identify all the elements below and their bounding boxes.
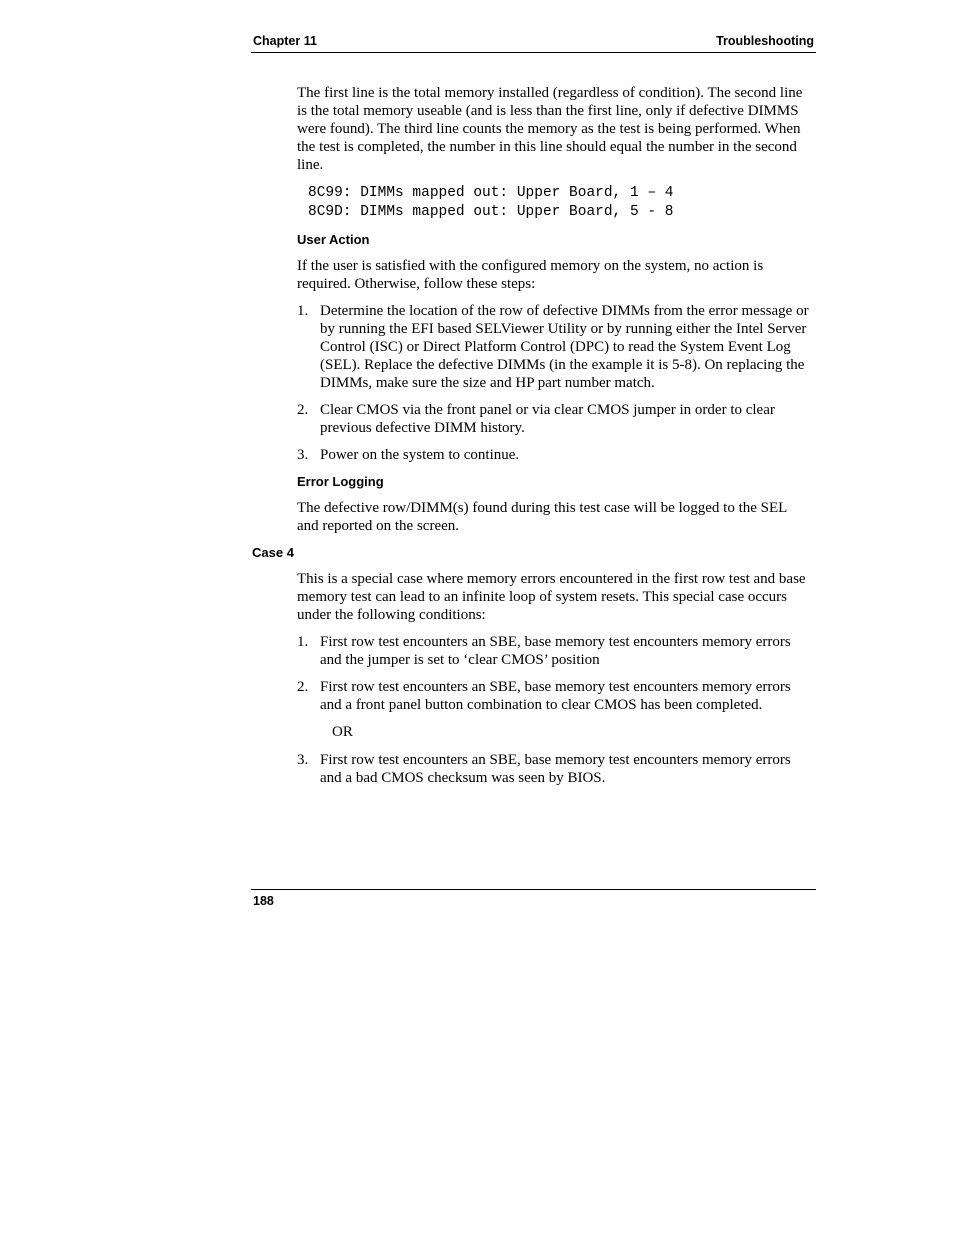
user-action-heading: User Action bbox=[297, 232, 370, 247]
list-item: 3. Power on the system to continue. bbox=[297, 447, 520, 463]
step-text: Clear CMOS via the front panel or via clear CMOS jumper in order to clear previous defective DIMM history. bbox=[320, 402, 775, 436]
list-item: 1. Determine the location of the row of defective DIMMs from the error message or by running the EFI based SELViewer Utility or by running either the Intel Server Control (ISC) or Direct Platform Control (DPC) to read the System Event Log (SEL). Replace the defective DIMMs (in the example it is 5-8). On replacing the DIMMs, make sure the size and HP part number match. bbox=[297, 303, 809, 391]
intro-paragraph: The first line is the total memory installed (regardless of condition). The second line is the total memory useable (and is less than the first line, only if defective DIMMS were found). The third line counts the memory as the test is being performed. When the test is completed, the number in this line should equal the number in the second line. bbox=[297, 85, 803, 173]
case4-conditions-cont bbox=[297, 751, 812, 787]
step-text: Power on the system to continue. bbox=[320, 447, 520, 463]
chapter-label: Chapter 11 bbox=[253, 34, 317, 48]
or-separator: OR bbox=[332, 724, 353, 740]
case4-conditions bbox=[297, 633, 812, 714]
code-line: 8C9D: DIMMs mapped out: Upper Board, 5 - 8 bbox=[308, 204, 674, 220]
list-item: 2. Clear CMOS via the front panel or via clear CMOS jumper in order to clear previous defective DIMM history. bbox=[297, 402, 775, 436]
list-item: 3. First row test encounters an SBE, base memory test encounters memory errors and a bad CMOS checksum was seen by BIOS. bbox=[297, 752, 791, 786]
condition-text: First row test encounters an SBE, base memory test encounters memory errors and the jumper is set to ‘clear CMOS’ position bbox=[320, 634, 791, 668]
list-item: 2. First row test encounters an SBE, base memory test encounters memory errors and a front panel button combination to clear CMOS has been completed. bbox=[297, 679, 791, 713]
condition-text: First row test encounters an SBE, base memory test encounters memory errors and a front panel button combination to clear CMOS has been completed. bbox=[320, 679, 791, 713]
code-line: 8C99: DIMMs mapped out: Upper Board, 1 – 4 bbox=[308, 185, 674, 201]
case4-text: This is a special case where memory errors encountered in the first row test and base memory test can lead to an infinite loop of system resets. This special case occurs under the following conditions: bbox=[297, 571, 806, 623]
page-body bbox=[252, 84, 812, 796]
step-text: Determine the location of the row of defective DIMMs from the error message or by running the EFI based SELViewer Utility or by running either the Intel Server Control (ISC) or Direct Platform Control (DPC) to read the System Event Log (SEL). Replace the defective DIMMs (in the example it is 5-8). On replacing the DIMMs, make sure the size and HP part number match. bbox=[320, 303, 809, 391]
user-action-steps bbox=[297, 302, 812, 464]
error-logging-heading: Error Logging bbox=[297, 474, 384, 489]
case4-heading: Case 4 bbox=[252, 545, 294, 560]
error-logging-text: The defective row/DIMM(s) found during this test case will be logged to the SEL and reported on the screen. bbox=[297, 500, 787, 534]
list-item: 1. First row test encounters an SBE, base memory test encounters memory errors and the jumper is set to ‘clear CMOS’ position bbox=[297, 634, 791, 668]
section-label: Troubleshooting bbox=[716, 34, 814, 48]
user-action-text: If the user is satisfied with the configured memory on the system, no action is required. Otherwise, follow these steps: bbox=[297, 258, 764, 292]
page-footer bbox=[251, 889, 816, 908]
code-block bbox=[308, 184, 812, 222]
page-number: 188 bbox=[253, 894, 274, 908]
condition-text: First row test encounters an SBE, base memory test encounters memory errors and a bad CMOS checksum was seen by BIOS. bbox=[320, 752, 791, 786]
page-header bbox=[251, 33, 816, 53]
